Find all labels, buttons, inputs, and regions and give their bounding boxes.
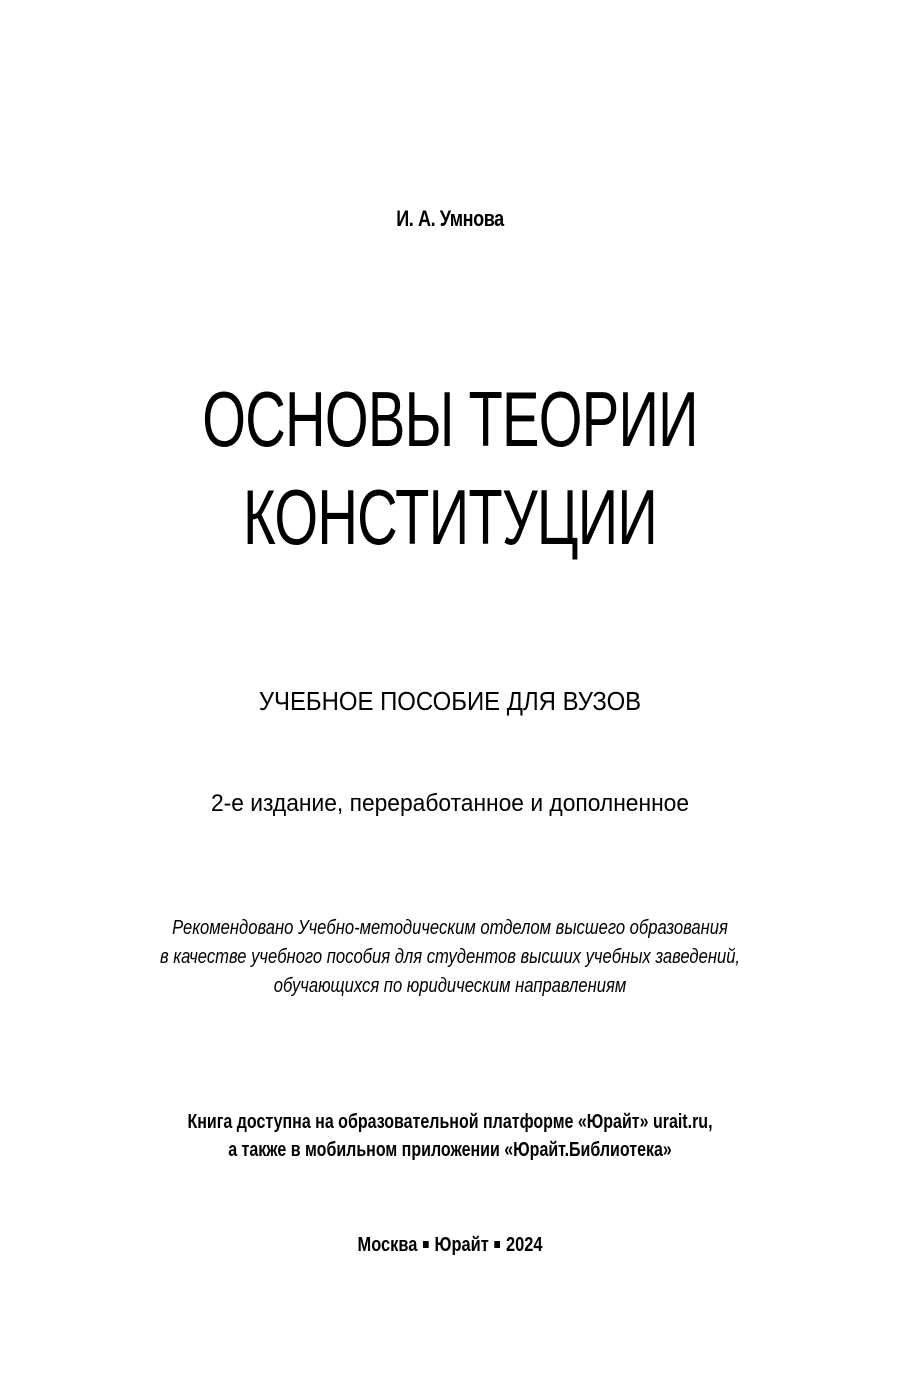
recommendation-line-1: Рекомендовано Учебно-методическим отделом высшего образования <box>172 917 728 939</box>
platform-line-1: Книга доступна на образовательной платформе «Юрайт» urait.ru, <box>187 1111 713 1133</box>
separator-square-icon <box>423 1241 429 1248</box>
recommendation-line-2: в качестве учебного пособия для студентов высших учебных заведений, <box>159 946 741 968</box>
imprint-publisher: Юрайт <box>434 1234 489 1256</box>
edition-note: 2-е издание, переработанное и дополненное <box>210 790 690 817</box>
recommendation-note <box>77 914 824 1001</box>
imprint <box>81 1234 819 1257</box>
book-title <box>126 370 774 566</box>
separator-square-icon <box>494 1241 500 1248</box>
imprint-city: Москва <box>357 1234 418 1256</box>
recommendation-line-3: обучающихся по юридическим направлениям <box>273 975 627 997</box>
platform-line-2: а также в мобильном приложении «Юрайт.Библиотека» <box>228 1139 672 1161</box>
book-subtitle: УЧЕБНОЕ ПОСОБИЕ ДЛЯ ВУЗОВ <box>258 686 642 716</box>
title-line-2: КОНСТИТУЦИИ <box>242 473 658 561</box>
author-name: И. А. Умнова <box>396 206 504 231</box>
platform-availability-note <box>90 1108 810 1164</box>
imprint-year: 2024 <box>505 1234 543 1256</box>
title-line-1: ОСНОВЫ ТЕОРИИ <box>202 375 698 463</box>
